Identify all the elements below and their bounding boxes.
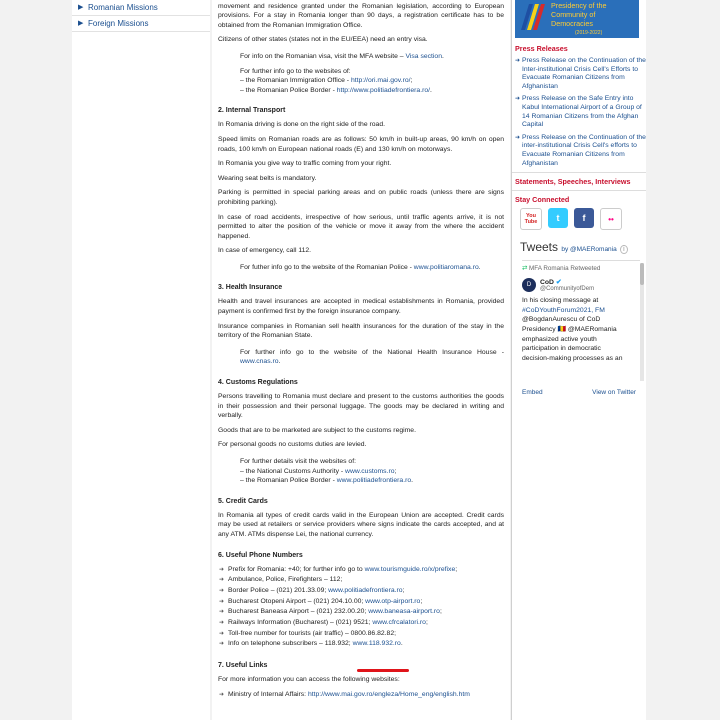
sidebar-item-label: Romanian Missions <box>88 3 158 12</box>
main-content: movement and residence granted under the Romanian legislation, according to European provisions. For a stay in Romania longer than 90 days, a registration certificate has to be obtained from the Romanian Immigration Office. Citizens of other states (states not in the EU/EEA) need an entry visa. For info on the Romanian visa, visit the MFA website – Visa section. For further info go to the websites of: – the Romanian Immigration Office - http://ori.mai.gov.ro/; – the Romanian Police Border - http://www.politiadefrontiera.ro/. 2. Internal Transport In Romania driving is done on the right side of the road. Speed limits on Romanian roads are as follows: 50 km/h in built-up areas, 90 km/h on open roads, 100 km/h on European national roads (E) and 130 km/h on motorways. In Romania you give way to traffic coming from your right. Wearing seat belts is mandatory. Parking is permitted in special parking areas and on public roads (unless there are signs prohibiting parking). In case of road accidents, irrespective of how serious, until traffic agents arrive, it is not permitted to alter the position of the vehicle or move it away from the where the accident happened. In case of emergency, call 112. For futher info go to the website of the Romanian Police - www.politiaromana.ro. 3. Health Insurance Health and travel insurances are accepted in medical establishments in Romania, provided payment is confirmed first by the foreign insurance company. Insurance companies in Romanian sell health insurances for the duration of the stay in the territory of the Romanian State. For further info go to the website of the National Health Insurance House - www.cnas.ro. 4. Customs Regulations Persons travelling to Romania must declare and present to the customs authorities the goods in their possession and their personal luggage. The goods may be declared in writing and verbally. Goods that are to be marketed are subject to the customs regime. For personal goods no customs duties are levied. For further details visit the websites of: – the National Customs Authority - www.customs.ro; – the Romanian Police Border - www.politiadefrontiera.ro. 5. Credit Cards In Romania all types of credit cards valid in the European Union are accepted. Credit cards may be used at retailers or service providers where signs indicate the cards accepted, and at any ATM. ATMs dispense Lei, the national currency. 6. Useful Phone Numbers ➜ Prefix for Romania: +40; for further info go to www.tourismguide.ro/x/prefixe; ➜ Ambulance, Police, Firefighters – 112; ➜ Border Police – (021) 201.33.09; www.politiadefrontiera.ro; ➜ Bucharest Otopeni Airport – (021) 204.10.00; www.otp-airport.ro; ➜ Bucharest Baneasa Airport – (021) 232.00.20; www.baneasa-airport.ro; ➜ Railways Information (Bucharest) – (021) 9521; www.cfrcalatori.ro; ➜ Toll-free number for tourists (air traffic) – 0800.86.82.82; ➜ Info on telephone subscribers – 118.932; www.118.932.ro. 7. Useful Links For more information you can access the following websites: ➜ Ministry of Internal Affairs: http://www.mai.gov.ro/engleza/Home_eng/english.htm <box>212 0 510 720</box>
info-text: For further info go to the website of the National Health Insurance House - <box>240 348 504 356</box>
item-text: Bucharest Baneasa Airport – (021) 232.00.20; <box>228 608 369 616</box>
item-link[interactable]: www.118.932.ro <box>352 640 401 648</box>
author-name: CoD ✔ <box>540 279 562 287</box>
divider <box>512 190 646 191</box>
list-item <box>218 575 504 586</box>
arrow-bullet-icon: ➜ <box>219 587 225 594</box>
border-police-link[interactable]: www.politiadefrontiera.ro <box>336 477 412 485</box>
embed-link[interactable]: Embed <box>522 389 543 397</box>
intro-paragraph: movement and residence granted under the Romanian legislation, according to European provisions. For a stay in Romania longer than 90 days, a registration certificate has to be obtained from the Romanian Immigration Office. <box>218 2 504 29</box>
item-link[interactable]: http://www.mai.gov.ro/engleza/Home_eng/english.htm <box>307 690 470 698</box>
avatar[interactable]: D <box>522 278 536 292</box>
section-title: 6. Useful Phone Numbers <box>218 551 303 559</box>
item-link[interactable]: www.baneasa-airport.ro <box>368 608 440 616</box>
statements-heading[interactable]: Statements, Speeches, Interviews <box>515 177 631 187</box>
romania-ribbon-icon <box>519 2 545 32</box>
list-item <box>218 690 504 701</box>
community-of-democracies-banner[interactable] <box>515 0 639 38</box>
sidebar-item-foreign-missions[interactable] <box>72 16 210 32</box>
item-link[interactable]: www.politiadefrontiera.ro <box>328 586 403 594</box>
flickr-icon[interactable]: •• <box>600 208 622 230</box>
item-suffix: ; <box>425 619 428 627</box>
press-release-label: Press Release on the Continuation of the Inter-institutional Crisis Cell's Efforts to Evacuate Romanian Citizens from Afghanistan <box>522 57 646 90</box>
info-text: – the Romanian Immigration Office - <box>240 77 351 85</box>
red-underline-annotation <box>357 669 409 672</box>
social-icons <box>520 208 646 230</box>
arrow-bullet-icon: ➜ <box>219 609 225 616</box>
item-suffix: . <box>400 640 403 648</box>
cnas-link[interactable]: www.cnas.ro <box>240 358 279 366</box>
info-text: – the Romanian Police Border - <box>240 477 337 485</box>
left-sidebar <box>72 0 210 720</box>
tweet-text <box>522 296 640 363</box>
section-title: 7. Useful Links <box>218 662 268 670</box>
arrow-bullet-icon: ➜ <box>219 630 225 637</box>
arrow-bullet-icon: ➜ <box>219 577 225 584</box>
tweet-author[interactable] <box>522 278 640 292</box>
list-item <box>218 565 504 576</box>
press-release-label: Press Release on the Safe Entry into Kabul International Airport of a Group of 14 Romanian Citizens from the Afghan Capital <box>522 95 642 129</box>
police-link[interactable]: www.politiaromana.ro <box>413 263 479 271</box>
tweet-line: @BogdanAurescu of CoD <box>522 316 601 324</box>
retweet-icon: ⇄ <box>522 265 528 273</box>
arrow-bullet-icon: ➜ <box>219 620 225 627</box>
twitter-timeline[interactable] <box>522 260 640 381</box>
paragraph: In Romania driving is done on the right side of the road. <box>218 121 386 129</box>
arrow-right-icon: ▶ <box>78 20 84 27</box>
list-item <box>218 607 504 618</box>
item-suffix: ; <box>455 565 458 573</box>
info-block: For info on the Romanian visa, visit the MFA website – Visa section. For further info go to the websites of: – the Romanian Immigration Office - http://ori.mai.gov.ro/; – the Romanian Police Border - http://www.politiadefrontiera.ro/. <box>240 52 504 95</box>
arrow-right-icon: ▶ <box>78 4 84 11</box>
border-police-link[interactable]: http://www.politiadefrontiera.ro/ <box>336 86 431 94</box>
item-link[interactable]: www.cfrcalatori.ro <box>372 619 426 627</box>
paragraph: Wearing seat belts is mandatory. <box>218 174 317 182</box>
arrow-bullet-icon: ➜ <box>515 134 521 141</box>
paragraph: In case of road accidents, irrespective of how serious, until traffic agents arrive, it is not permitted to alter the position of the vehicle or move it away from the where the accident happened. <box>218 213 504 240</box>
list-item <box>218 586 504 597</box>
scrollbar-thumb[interactable] <box>640 263 644 285</box>
info-text: For futher info go to the website of the Romanian Police - <box>240 263 414 271</box>
tweets-title: Tweets <box>520 240 559 255</box>
paragraph: Goods that are to be marketed are subject to the customs regime. <box>218 426 416 434</box>
view-on-twitter-link[interactable]: View on Twitter <box>592 389 636 397</box>
tweets-header <box>520 240 646 254</box>
paragraph: Parking is permitted in special parking areas and on public roads (unless there are signs prohibiting parking). <box>218 189 504 206</box>
phone-list <box>218 565 504 651</box>
paragraph: In case of emergency, call 112. <box>218 247 312 255</box>
paragraph: Speed limits on Romanian roads are as follows: 50 km/h in built-up areas, 90 km/h on open roads, 100 km/h on European national roads (E) and 130 km/h on motorways. <box>218 135 504 153</box>
item-suffix: ; <box>420 597 423 605</box>
press-releases-heading[interactable]: Press Releases <box>515 44 568 53</box>
paragraph: Persons travelling to Romania must declare and present to the customs authorities the goods in their possession and their personal luggage. The goods may be declared in writing and verbally. <box>218 393 504 420</box>
section-title: 3. Health Insurance <box>218 284 283 292</box>
arrow-bullet-icon: ➜ <box>219 598 225 605</box>
list-item <box>218 639 504 650</box>
info-icon[interactable]: i <box>620 245 628 254</box>
item-suffix: ; <box>402 586 405 594</box>
arrow-bullet-icon: ➜ <box>219 566 225 573</box>
item-text: Prefix for Romania: +40; for further info go to <box>228 565 365 573</box>
further-title: For further info go to the websites of: <box>240 67 351 75</box>
arrow-bullet-icon: ➜ <box>515 96 521 103</box>
paragraph: In Romania all types of credit cards valid in the European Union are accepted. Credit cards may be used at retailers or service providers where signs indicate the cards accepted, and at any ATM. ATMs dispense Lei, the national currency. <box>218 511 504 538</box>
tweet-line: emphasized active youth <box>522 335 597 343</box>
facebook-icon[interactable]: f <box>574 208 594 228</box>
banner-title: Presidency of the Community of Democracies <box>551 1 607 28</box>
youtube-icon[interactable]: You Tube <box>520 208 542 230</box>
paragraph: In Romania you give way to traffic coming from your right. <box>218 160 392 168</box>
twitter-footer <box>522 389 636 396</box>
banner-year: (2019-2022) <box>575 30 603 36</box>
paragraph: Insurance companies in Romanian sell health insurances for the duration of the stay in the territory of the Romanian State. <box>218 322 504 340</box>
paragraph: For more information you can access the following websites: <box>218 676 400 684</box>
hashtag-link[interactable]: #CoDYouthForum2021, FM <box>522 306 605 314</box>
section-title: 4. Customs Regulations <box>218 379 298 387</box>
section-title: 2. Internal Transport <box>218 107 286 115</box>
list-item <box>218 597 504 608</box>
paragraph: For personal goods no customs duties are levied. <box>218 441 367 449</box>
visa-section-link[interactable]: Visa section <box>405 52 442 60</box>
intro-paragraph: Citizens of other states (states not in the EU/EEA) need an entry visa. <box>218 36 428 44</box>
divider <box>512 172 646 173</box>
info-text: For info on the Romanian visa, visit the MFA website – <box>240 52 406 60</box>
verified-icon: ✔ <box>555 279 562 287</box>
sidebar-item-romanian-missions[interactable] <box>72 0 210 16</box>
further-title: For further details visit the websites of: <box>240 458 356 465</box>
press-release-label: Press Release on the Continuation of the inter-institutional Crisis Cell's efforts to Evacuate Romanian Citizens from Afghanistan <box>522 133 646 167</box>
item-link[interactable]: www.tourismguide.ro/x/prefixe <box>364 565 456 573</box>
paragraph: Health and travel insurances are accepted in medical establishments in Romania, provided payment is confirmed first by the foreign insurance company. <box>218 298 504 316</box>
item-suffix: ; <box>439 608 442 616</box>
arrow-bullet-icon: ➜ <box>219 691 225 698</box>
immigration-link[interactable]: http://ori.mai.gov.ro/ <box>350 77 411 85</box>
item-link[interactable]: www.otp-airport.ro <box>365 597 421 605</box>
retweet-text: MFA Romania Retweeted <box>529 265 601 273</box>
tweet-line: Presidency 🇷🇴 @MAERomania <box>522 325 617 333</box>
item-text: Bucharest Otopeni Airport – (021) 204.10.00; <box>228 597 366 605</box>
author-handle: @CommunityofDem <box>540 286 595 293</box>
tweet-line: participation in democratic <box>522 345 601 353</box>
twitter-icon[interactable]: t <box>548 208 568 228</box>
tweets-by-link[interactable]: by @MAERomania <box>561 246 617 254</box>
item-text: Railways Information (Bucharest) – (021) 9521; <box>228 619 373 627</box>
item-text: Ambulance, Police, Firefighters – 112; <box>228 576 343 584</box>
press-release-link[interactable] <box>512 57 646 91</box>
customs-link[interactable]: www.customs.ro <box>345 467 395 475</box>
info-block: For further details visit the websites of: – the National Customs Authority - www.customs.ro; – the Romanian Police Border - www.politiadefrontiera.ro. <box>240 457 504 486</box>
list-item <box>218 618 504 629</box>
arrow-bullet-icon: ➜ <box>515 58 521 64</box>
list-item <box>218 629 504 640</box>
item-text: Ministry of Internal Affairs: <box>228 690 308 698</box>
section-title: 5. Credit Cards <box>218 497 268 505</box>
press-release-link[interactable] <box>512 95 646 129</box>
tweet-line: decision-making processes as an <box>522 354 623 362</box>
sidebar-item-label: Foreign Missions <box>88 19 149 28</box>
tweet-line: In his closing message at <box>522 297 599 305</box>
item-text: Toll-free number for tourists (air traffic) – 0800.86.82.82; <box>228 629 396 637</box>
right-sidebar <box>512 0 646 720</box>
press-release-link[interactable] <box>512 134 646 168</box>
retweet-label <box>522 265 640 272</box>
stay-connected-heading: Stay Connected <box>515 195 570 205</box>
item-text: Info on telephone subscribers – 118.932; <box>228 640 353 648</box>
info-text: – the National Customs Authority - <box>240 467 346 475</box>
arrow-bullet-icon: ➜ <box>219 641 225 648</box>
info-text: – the Romanian Police Border - <box>240 86 337 94</box>
item-text: Border Police – (021) 201.33.09; <box>228 586 329 594</box>
